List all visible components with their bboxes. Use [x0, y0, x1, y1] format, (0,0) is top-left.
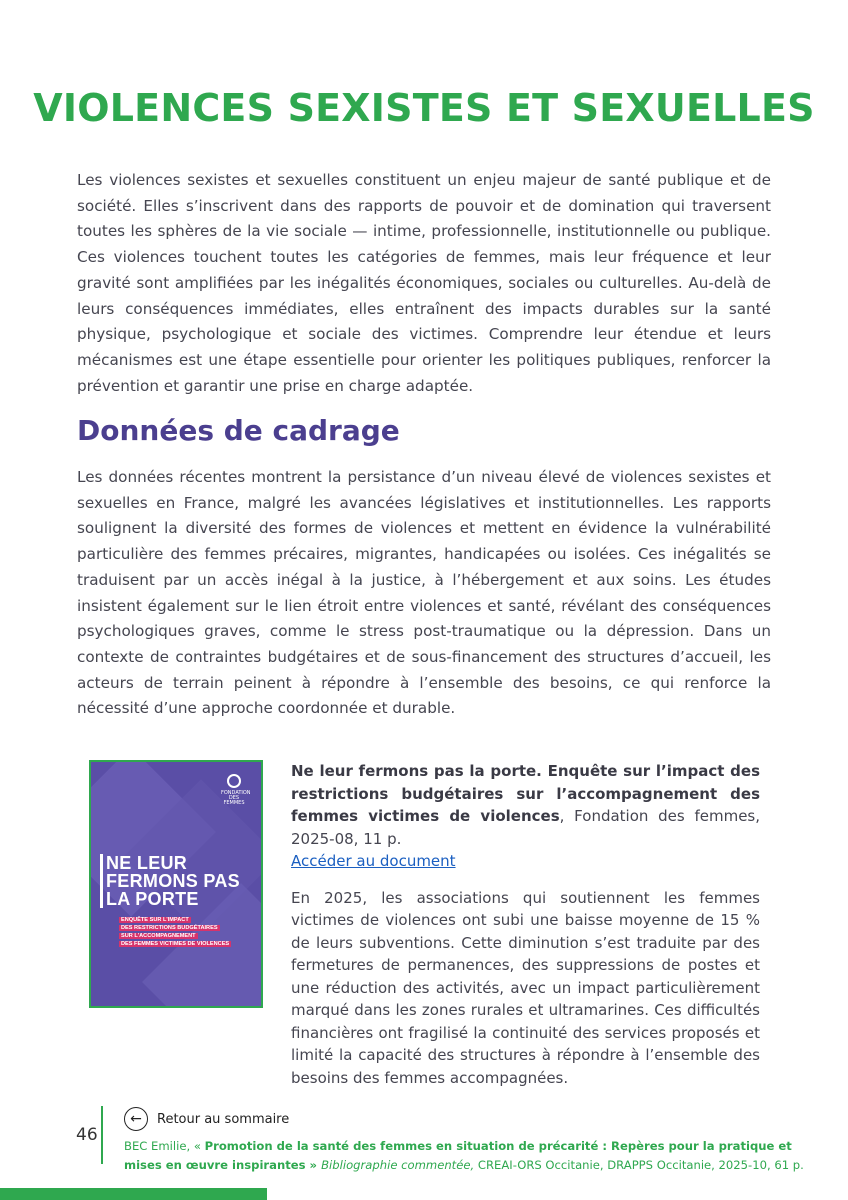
- citation-author: BEC Emilie, «: [124, 1139, 205, 1153]
- arrow-left-circle-icon[interactable]: ←: [124, 1107, 148, 1131]
- section-heading: Données de cadrage: [77, 414, 400, 447]
- footer-citation: [124, 1137, 804, 1175]
- page-number: 46: [76, 1125, 98, 1145]
- cover-subtitle-line: SUR L'ACCOMPAGNEMENT: [121, 933, 196, 939]
- back-to-summary-link[interactable]: [124, 1106, 289, 1132]
- book-publisher-info: , Fondation des femmes, 2025-08, 11 p.: [291, 807, 760, 848]
- footer-divider: [101, 1106, 103, 1164]
- book-description: En 2025, les associations qui soutiennent les femmes victimes de violences ont subi une baisse moyenne de 15 % de leurs subventions. Cette diminution s’est traduite par des fermetures de permanences, des suppressions de postes et une réduction des activités, avec un impact particulièrement marqué dans les zones rurales et ultramarines. Ces difficultés financières ont fragilisé la continuité des services proposés et limité la capacité des structures à répondre à l’ensemble des besoins des femmes accompagnées.: [291, 888, 760, 1087]
- book-title: Ne leur fermons pas la porte. Enquête sur l’impact des restrictions budgétaires sur l’accompagnement des femmes victimes de violences: [291, 762, 760, 825]
- cover-subtitle: [119, 916, 255, 948]
- access-document-link[interactable]: Accéder au document: [291, 852, 456, 870]
- foundation-logo-icon: [221, 774, 251, 806]
- citation-type: Bibliographie commentée,: [321, 1158, 475, 1172]
- bottom-accent-bar: [0, 1188, 267, 1200]
- back-to-summary-label[interactable]: Retour au sommaire: [157, 1111, 290, 1127]
- book-reference: [291, 760, 760, 850]
- section-paragraph: Les données récentes montrent la persistance d’un niveau élevé de violences sexistes et sexuelles en France, malgré les avancées législatives et institutionnelles. Les rapports soulignent la diversité des formes de violences et mettent en évidence la vulnérabilité particulière des femmes précaires, migrantes, handicapées ou isolées. Ces inégalités se traduisent par un accès inégal à la justice, à l’hébergement et aux soins. Les études insistent également sur le lien étroit entre violences et santé, révélant des conséquences psychologiques graves, comme le stress post-traumatique ou la dépression. Dans un contexte de contraintes budgétaires et de sous-financement des structures d’accueil, les acteurs de terrain peinent à répondre à l’ensemble des besoins, ce qui renforce la nécessité d’une approche coordonnée et durable.: [77, 468, 771, 718]
- citation-title: Promotion de la santé des femmes en situation de précarité : Repères pour la pratique et mises en œuvre inspirantes »: [124, 1139, 792, 1172]
- cover-subtitle-line: DES RESTRICTIONS BUDGÉTAIRES: [121, 925, 218, 931]
- citation-publisher: CREAI-ORS Occitanie, DRAPPS Occitanie, 2025-10, 61 p.: [474, 1158, 804, 1172]
- cover-title: NE LEUR FERMONS PAS LA PORTE: [100, 854, 263, 908]
- book-cover-image[interactable]: [89, 760, 263, 1008]
- cover-logo-text: FONDATION DES FEMMES: [221, 790, 251, 806]
- page-title: VIOLENCES SEXISTES ET SEXUELLES: [33, 86, 815, 130]
- intro-paragraph: Les violences sexistes et sexuelles constituent un enjeu majeur de santé publique et de société. Elles s’inscrivent dans des rapports de pouvoir et de domination qui traversent toutes les sphères de la vie sociale — intime, professionnelle, institutionnelle ou publique. Ces violences touchent toutes les catégories de femmes, mais leur fréquence et leur gravité sont amplifiées par les inégalités économiques, sociales ou culturelles. Au-delà de leurs conséquences immédiates, elles entraînent des impacts durables sur la santé physique, psychologique et sociale des victimes. Comprendre leur étendue et leurs mécanismes est une étape essentielle pour orienter les politiques publiques, renforcer la prévention et garantir une prise en charge adaptée.: [77, 171, 771, 395]
- cover-subtitle-line: DES FEMMES VICTIMES DE VIOLENCES: [121, 941, 230, 947]
- cover-subtitle-line: ENQUÊTE SUR L'IMPACT: [121, 917, 189, 923]
- book-reference-block: [291, 760, 760, 1089]
